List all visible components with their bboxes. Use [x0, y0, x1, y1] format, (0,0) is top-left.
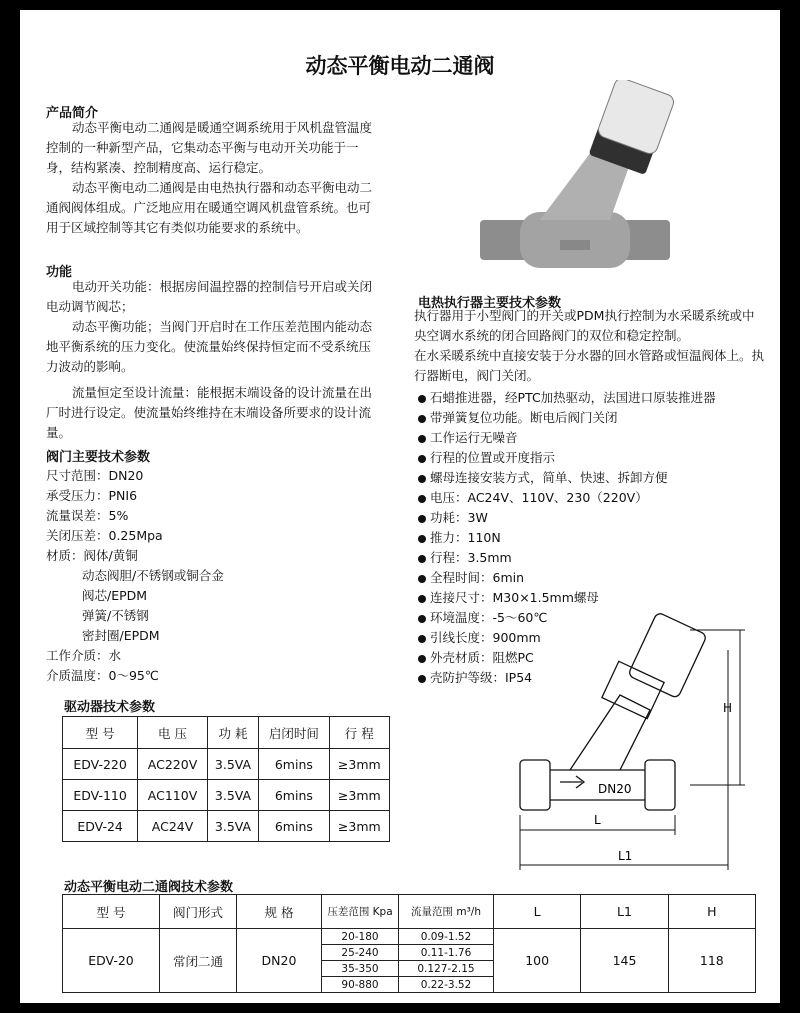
- table-row: [63, 749, 390, 780]
- valve-specs-list: [46, 466, 376, 686]
- table-header: 规 格: [237, 895, 322, 929]
- valve-spec-line: 尺寸范围：DN20: [46, 468, 144, 483]
- bullet-icon: [418, 655, 426, 663]
- dn-label: DN20: [598, 782, 632, 796]
- driver-table: [62, 716, 390, 842]
- table-header: 电 压: [138, 717, 208, 749]
- intro-paragraph-2: 动态平衡电动二通阀是由电热执行器和动态平衡电动二通阀阀体组成。广泛地应用在暖通空调风机盘管系统。也可用于区域控制等其它有类似功能要求的系统中。: [46, 180, 373, 235]
- valve-photo-illustration: [480, 80, 676, 268]
- valve-spec-line: 介质温度：0～95℃: [46, 668, 159, 683]
- list-item: 外壳材质：阻燃PC: [418, 648, 716, 668]
- valve-table-heading: 动态平衡电动二通阀技术参数: [64, 880, 234, 895]
- table-cell: 3.5VA: [207, 811, 258, 842]
- material-line: 阀芯/EPDM: [82, 588, 148, 603]
- list-item: 电压：AC24V、110V、230（220V）: [418, 488, 716, 508]
- valve-spec-line: 流量误差：5%: [46, 508, 129, 523]
- pressure-cell: 20-180: [322, 929, 399, 945]
- pressure-cell: 35-350: [322, 961, 399, 977]
- dim-L1-label: L1: [618, 849, 633, 863]
- table-cell: 6mins: [259, 811, 329, 842]
- table-header: 流量范围 m³/h: [399, 895, 494, 929]
- valve-spec-line: 承受压力：PNI6: [46, 488, 138, 503]
- driver-table-heading: 驱动器技术参数: [64, 700, 156, 715]
- list-item: 功耗：3W: [418, 508, 716, 528]
- table-header: 压差范围 Kpa: [322, 895, 399, 929]
- table-header: 行 程: [329, 717, 389, 749]
- list-item: 全程时间：6min: [418, 568, 716, 588]
- valve-spec-line: 关闭压差：0.25Mpa: [46, 528, 163, 543]
- table-cell: EDV-110: [63, 780, 138, 811]
- table-cell: EDV-220: [63, 749, 138, 780]
- actuator-heading: 电热执行器主要技术参数: [418, 296, 562, 311]
- table-header: 型 号: [63, 717, 138, 749]
- valve-spec-line: 材质：阀体/黄铜: [46, 548, 138, 563]
- bullet-icon: [418, 515, 426, 523]
- valve-specs-heading: 阀门主要技术参数: [46, 450, 151, 465]
- table-header: L: [494, 895, 581, 929]
- bullet-icon: [418, 635, 426, 643]
- table-cell: AC110V: [138, 780, 208, 811]
- list-item: 行程的位置或开度指示: [418, 448, 716, 468]
- table-cell: AC24V: [138, 811, 208, 842]
- list-item: 带弹簧复位功能。断电后阀门关闭: [418, 408, 716, 428]
- bullet-icon: [418, 535, 426, 543]
- list-item: 连接尺寸：M30×1.5mm螺母: [418, 588, 716, 608]
- document-page: [20, 10, 780, 1003]
- valve-spec-line: 工作介质：水: [46, 648, 122, 663]
- bullet-icon: [418, 495, 426, 503]
- flow-cell: 0.127-2.15: [399, 961, 494, 977]
- bullet-icon: [418, 555, 426, 563]
- h-cell: 118: [668, 929, 755, 993]
- list-item: 壳防护等级：IP54: [418, 668, 716, 688]
- table-header: 功 耗: [207, 717, 258, 749]
- table-cell: ≥3mm: [329, 749, 389, 780]
- valve-photo: [460, 80, 690, 290]
- function-paragraph-1: 电动开关功能：根据房间温控器的控制信号开启或关闭电动调节阀芯；: [46, 279, 373, 314]
- table-cell: 6mins: [259, 780, 329, 811]
- bullet-icon: [418, 615, 426, 623]
- bullet-icon: [418, 675, 426, 683]
- table-header-row: [63, 895, 756, 929]
- table-cell: AC220V: [138, 749, 208, 780]
- bullet-icon: [418, 455, 426, 463]
- model-cell: EDV-20: [63, 929, 160, 993]
- function-text: [46, 277, 376, 443]
- bullet-icon: [418, 395, 426, 403]
- bullet-icon: [418, 435, 426, 443]
- list-item: 引线长度：900mm: [418, 628, 716, 648]
- l1-cell: 145: [581, 929, 668, 993]
- dim-L-label: L: [594, 813, 601, 827]
- pressure-cell: 25-240: [322, 945, 399, 961]
- table-header: H: [668, 895, 755, 929]
- table-header: L1: [581, 895, 668, 929]
- table-row: [63, 929, 756, 945]
- material-line: 动态阀胆/不锈钢或铜合金: [82, 568, 224, 583]
- valve-table: [62, 894, 756, 993]
- table-cell: 6mins: [259, 749, 329, 780]
- material-line: 密封圈/EPDM: [82, 628, 160, 643]
- intro-heading: 产品简介: [46, 106, 99, 121]
- function-heading: 功能: [46, 265, 73, 280]
- function-paragraph-3: 流量恒定至设计流量：能根据末端设备的设计流量在出厂时进行设定。使流量始终维持在末端设备所要求的设计流量。: [46, 385, 373, 440]
- dim-H-label: H: [723, 701, 733, 715]
- list-item: 石蜡推进器，经PTC加热驱动，法国进口原装推进器: [418, 388, 716, 408]
- list-item: 工作运行无噪音: [418, 428, 716, 448]
- intro-text: [46, 118, 376, 238]
- list-item: 环境温度：-5～60℃: [418, 608, 716, 628]
- table-row: [63, 811, 390, 842]
- valve-outline: [520, 612, 707, 810]
- flow-cell: 0.11-1.76: [399, 945, 494, 961]
- table-cell: 3.5VA: [207, 780, 258, 811]
- table-header: 型 号: [63, 895, 160, 929]
- spec-cell: DN20: [237, 929, 322, 993]
- table-row: [63, 780, 390, 811]
- list-item: 螺母连接安装方式，简单、快速、拆卸方便: [418, 468, 716, 488]
- intro-paragraph-1: 动态平衡电动二通阀是暖通空调系统用于风机盘管温度控制的一种新型产品，它集动态平衡与电动开关功能于一身，结构紧凑、控制精度高、运行稳定。: [46, 120, 373, 175]
- flow-cell: 0.09-1.52: [399, 929, 494, 945]
- table-header-row: [63, 717, 390, 749]
- page-title: 动态平衡电动二通阀: [305, 54, 495, 78]
- table-cell: ≥3mm: [329, 811, 389, 842]
- flow-cell: 0.22-3.52: [399, 977, 494, 993]
- l-cell: 100: [494, 929, 581, 993]
- table-cell: ≥3mm: [329, 780, 389, 811]
- actuator-paragraph-2: 在水采暖系统中直接安装于分水器的回水管路或恒温阀体上。执行器断电，阀门关闭。: [414, 348, 765, 383]
- bullet-icon: [418, 575, 426, 583]
- table-header: 阀门形式: [160, 895, 237, 929]
- bullet-icon: [418, 595, 426, 603]
- function-paragraph-2: 动态平衡功能；当阀门开启时在工作压差范围内能动态地平衡系统的压力变化。使流量始终保持恒定而不受系统压力波动的影响。: [46, 319, 373, 374]
- list-item: 推力：110N: [418, 528, 716, 548]
- actuator-paragraph-1: 执行器用于小型阀门的开关或PDM执行控制为水采暖系统或中央空调水系统的闭合回路阀门的双位和稳定控制。: [414, 308, 755, 343]
- table-cell: 3.5VA: [207, 749, 258, 780]
- bullet-icon: [418, 475, 426, 483]
- table-header: 启闭时间: [259, 717, 329, 749]
- table-cell: EDV-24: [63, 811, 138, 842]
- pressure-cell: 90-880: [322, 977, 399, 993]
- bullet-icon: [418, 415, 426, 423]
- actuator-text: [414, 306, 764, 386]
- dimension-drawing: [490, 610, 750, 880]
- list-item: 行程：3.5mm: [418, 548, 716, 568]
- form-cell: 常闭二通: [160, 929, 237, 993]
- material-line: 弹簧/不锈钢: [82, 608, 149, 623]
